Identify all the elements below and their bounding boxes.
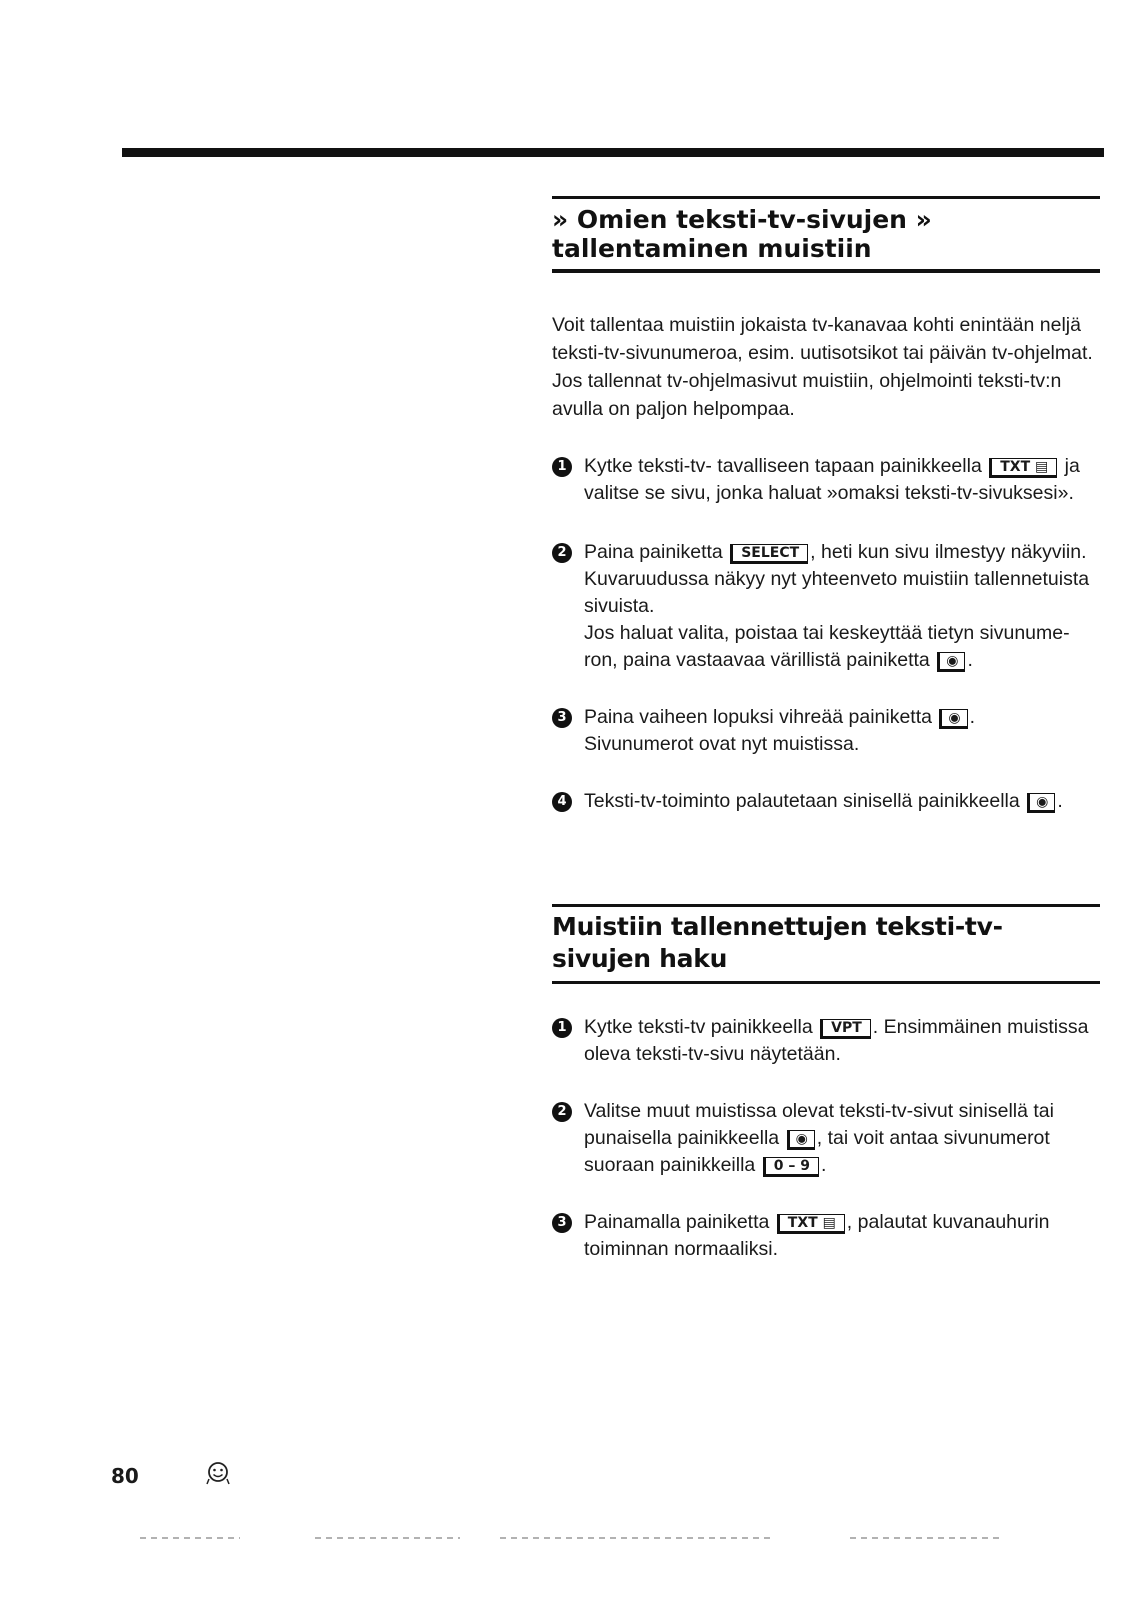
intro-paragraph: Voit tallentaa muistiin jokaista tv-kanavaa kohti enintään neljä teksti-tv-sivunumeroa, esim. uutisotsikot tai päivän tv-ohjelmat. Jos tallennat tv-ohjelmasivut muistiin, ohjelmointi teksti-tv:n avulla on paljon helpompaa. [552, 314, 1093, 420]
smiley-face-icon [203, 1458, 233, 1488]
green-key-icon: ◉ [939, 709, 967, 729]
step-text: , heti kun sivu ilmestyy näkyviin. Kuvaruudussa näkyy nyt yhteenveto muistiin tallennetuista sivuista. [584, 541, 1090, 617]
step-text: Teksti-tv-toiminto palautetaan sinisellä painikkeella [584, 790, 1020, 812]
color-key-icon: ◉ [787, 1130, 815, 1150]
step-text: . [820, 1154, 827, 1176]
section-title: Muistiin tallennettujen teksti-tv-sivujen haku [552, 912, 1003, 973]
step-text: Painamalla painiketta [584, 1211, 770, 1233]
step-number-badge: 3 [552, 708, 572, 728]
step-number-badge: 2 [552, 1102, 572, 1122]
step-4 [552, 788, 1100, 815]
step-text: Valitse muut muistissa olevat teksti-tv-sivut sinisellä tai punaisella painikkeella [584, 1100, 1054, 1149]
step-text: Jos haluat valita, poistaa tai keskeyttää tietyn sivunume-ron, paina vastaavaa värillistä painiketta [584, 622, 1070, 671]
heading-rule-bottom [552, 269, 1100, 273]
vpt-key-icon: VPT [820, 1019, 871, 1039]
step-text: Kytke teksti-tv painikkeella [584, 1016, 813, 1038]
top-rule [122, 148, 1104, 157]
step-text: Paina vaiheen lopuksi vihreää painiketta [584, 706, 932, 728]
step-number-badge: 3 [552, 1213, 572, 1233]
step-text: , tai voit antaa sivunumerot suoraan painikkeilla [584, 1127, 1050, 1176]
step-1 [552, 1014, 1100, 1068]
heading-rule-top [552, 904, 1100, 907]
step-text: ja valitse se sivu, jonka haluat »omaksi teksti-tv-sivuksesi». [584, 455, 1080, 504]
section-retrieve-pages [552, 904, 1100, 1263]
step-number-badge: 2 [552, 543, 572, 563]
step-number-badge: 1 [552, 1018, 572, 1038]
step-text: . [969, 706, 976, 728]
step-text: , palautat kuvanauhurin toiminnan normaaliksi. [584, 1211, 1050, 1260]
step-text: . [967, 649, 973, 671]
heading-rule-bottom [552, 981, 1100, 984]
txt-key-icon: TXT ▤ [989, 458, 1057, 478]
step-text: Sivunumerot ovat nyt muistissa. [584, 733, 860, 755]
heading-rule-top [552, 196, 1100, 199]
step-text: Kytke teksti-tv- tavalliseen tapaan painikkeella [584, 455, 982, 477]
step-text: . [1057, 790, 1063, 812]
step-text: . Ensimmäinen muistissa oleva teksti-tv-sivu näytetään. [584, 1016, 1089, 1065]
color-key-icon: ◉ [937, 652, 965, 672]
step-number-badge: 4 [552, 792, 572, 812]
select-key-icon: SELECT [730, 544, 808, 564]
digit-keys-icon: 0 – 9 [763, 1157, 819, 1177]
txt-key-icon: TXT ▤ [777, 1214, 845, 1234]
scan-artifact-decoration [130, 1530, 1010, 1570]
section-store-pages [552, 196, 1100, 815]
step-text: Paina painiketta [584, 541, 723, 563]
blue-key-icon: ◉ [1027, 793, 1055, 813]
step-2 [552, 1098, 1100, 1179]
page-number: 80 [111, 1464, 139, 1488]
step-3 [552, 704, 1100, 758]
step-3 [552, 1209, 1100, 1263]
step-1 [552, 453, 1100, 507]
step-2 [552, 539, 1100, 674]
section-title: » Omien teksti-tv-sivujen » tallentaminen muistiin [552, 205, 932, 263]
step-number-badge: 1 [552, 457, 572, 477]
